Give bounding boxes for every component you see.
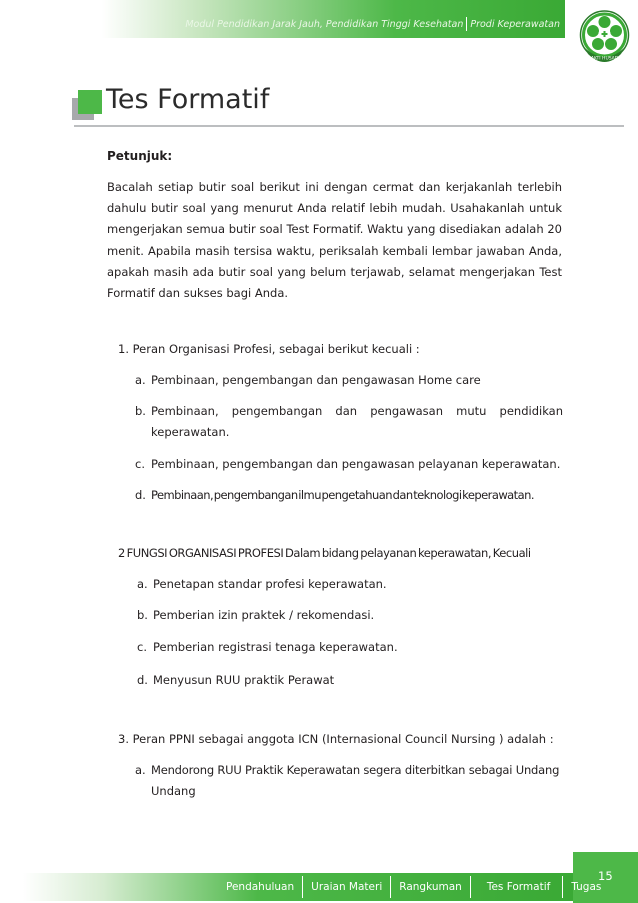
page-title: Tes Formatif: [106, 84, 270, 115]
nav-tes-formatif[interactable]: Tes Formatif: [486, 881, 551, 893]
module-title: Modul Pendidikan Jarak Jauh, Pendidikan Tinggi Kesehatan: [185, 18, 464, 30]
title-square-green: [78, 90, 102, 114]
question-2-option-a: [137, 574, 557, 595]
logo-text: BAKTI HUSADA: [587, 56, 622, 62]
instructions-heading: Petunjuk:: [107, 149, 173, 163]
option-text: Pemberian registrasi tenaga keperawatan.: [153, 640, 398, 654]
option-label: d.: [135, 488, 146, 502]
question-text: 2 FUNGSI ORGANISASI PROFESI Dalam bidang pelayanan keperawatan, Kecuali: [118, 546, 531, 560]
question-1-option-b: [135, 401, 563, 443]
nav-rangkuman[interactable]: Rangkuman: [399, 881, 462, 893]
option-text: Pembinaan, pengembangan dan pengawasan pelayanan keperawatan.: [151, 457, 561, 471]
title-divider: [74, 125, 624, 127]
option-label: a.: [137, 577, 148, 591]
program-name: Prodi Keperawatan: [470, 18, 560, 30]
instructions-body: Bacalah setiap butir soal berikut ini dengan cermat dan kerjakanlah terlebih dahulu butir soal yang menurut Anda relatif lebih mudah. Usahakanlah untuk mengerjakan semua butir soal Test Formatif. Waktu yang disediakan adalah 20 menit. Apabila masih tersisa waktu, periksalah kembali lembar jawaban Anda, apakah masih ada butir soal yang belum terjawab, selamat mengerjakan Test Formatif dan sukses bagi Anda.: [107, 180, 562, 301]
option-label: a.: [135, 373, 146, 387]
nav-pendahuluan[interactable]: Pendahuluan: [226, 881, 295, 893]
option-text-line2: Undang: [151, 784, 196, 798]
option-text-line1: Pembinaan, pengembangan dan pengawasan mutu pendidikan: [151, 404, 563, 418]
option-label: c.: [137, 640, 147, 654]
question-1-option-a: [135, 370, 565, 391]
question-1-option-c: [135, 454, 565, 475]
option-text: Pembinaan, pengembangan ilmu pengetahuan dan teknologi keperawatan.: [151, 488, 534, 502]
option-label: a.: [135, 763, 146, 777]
option-text-line1: Mendorong RUU Praktik Keperawatan segera diterbitkan sebagai Undang: [151, 763, 560, 777]
footer-nav: [218, 873, 609, 901]
option-text: Penetapan standar profesi keperawatan.: [153, 577, 387, 591]
nav-tugas[interactable]: Tugas: [571, 881, 602, 893]
option-label: d.: [137, 673, 148, 687]
option-label: b.: [137, 608, 148, 622]
question-text: 3. Peran PPNI sebagai anggota ICN (Internasional Council Nursing ) adalah :: [118, 732, 554, 746]
question-1-option-d: [135, 485, 563, 506]
question-3-option-a: [135, 760, 565, 802]
page-number: 15: [598, 869, 613, 883]
header-separator: [466, 17, 467, 31]
question-2-option-b: [137, 605, 557, 626]
option-label: c.: [135, 457, 145, 471]
kemenkes-logo-icon: [577, 8, 632, 72]
header-text: [185, 17, 560, 31]
nav-uraian-materi[interactable]: Uraian Materi: [311, 881, 383, 893]
question-text: 1. Peran Organisasi Profesi, sebagai berikut kecuali :: [118, 342, 420, 356]
option-text: Pembinaan, pengembangan dan pengawasan Home care: [151, 373, 481, 387]
option-text-line2: keperawatan.: [151, 425, 230, 439]
question-2-option-d: [137, 670, 557, 691]
option-label: b.: [135, 404, 146, 418]
option-text: Menyusun RUU praktik Perawat: [153, 673, 335, 687]
option-text: Pemberian izin praktek / rekomendasi.: [153, 608, 375, 622]
question-2-option-c: [137, 637, 557, 658]
